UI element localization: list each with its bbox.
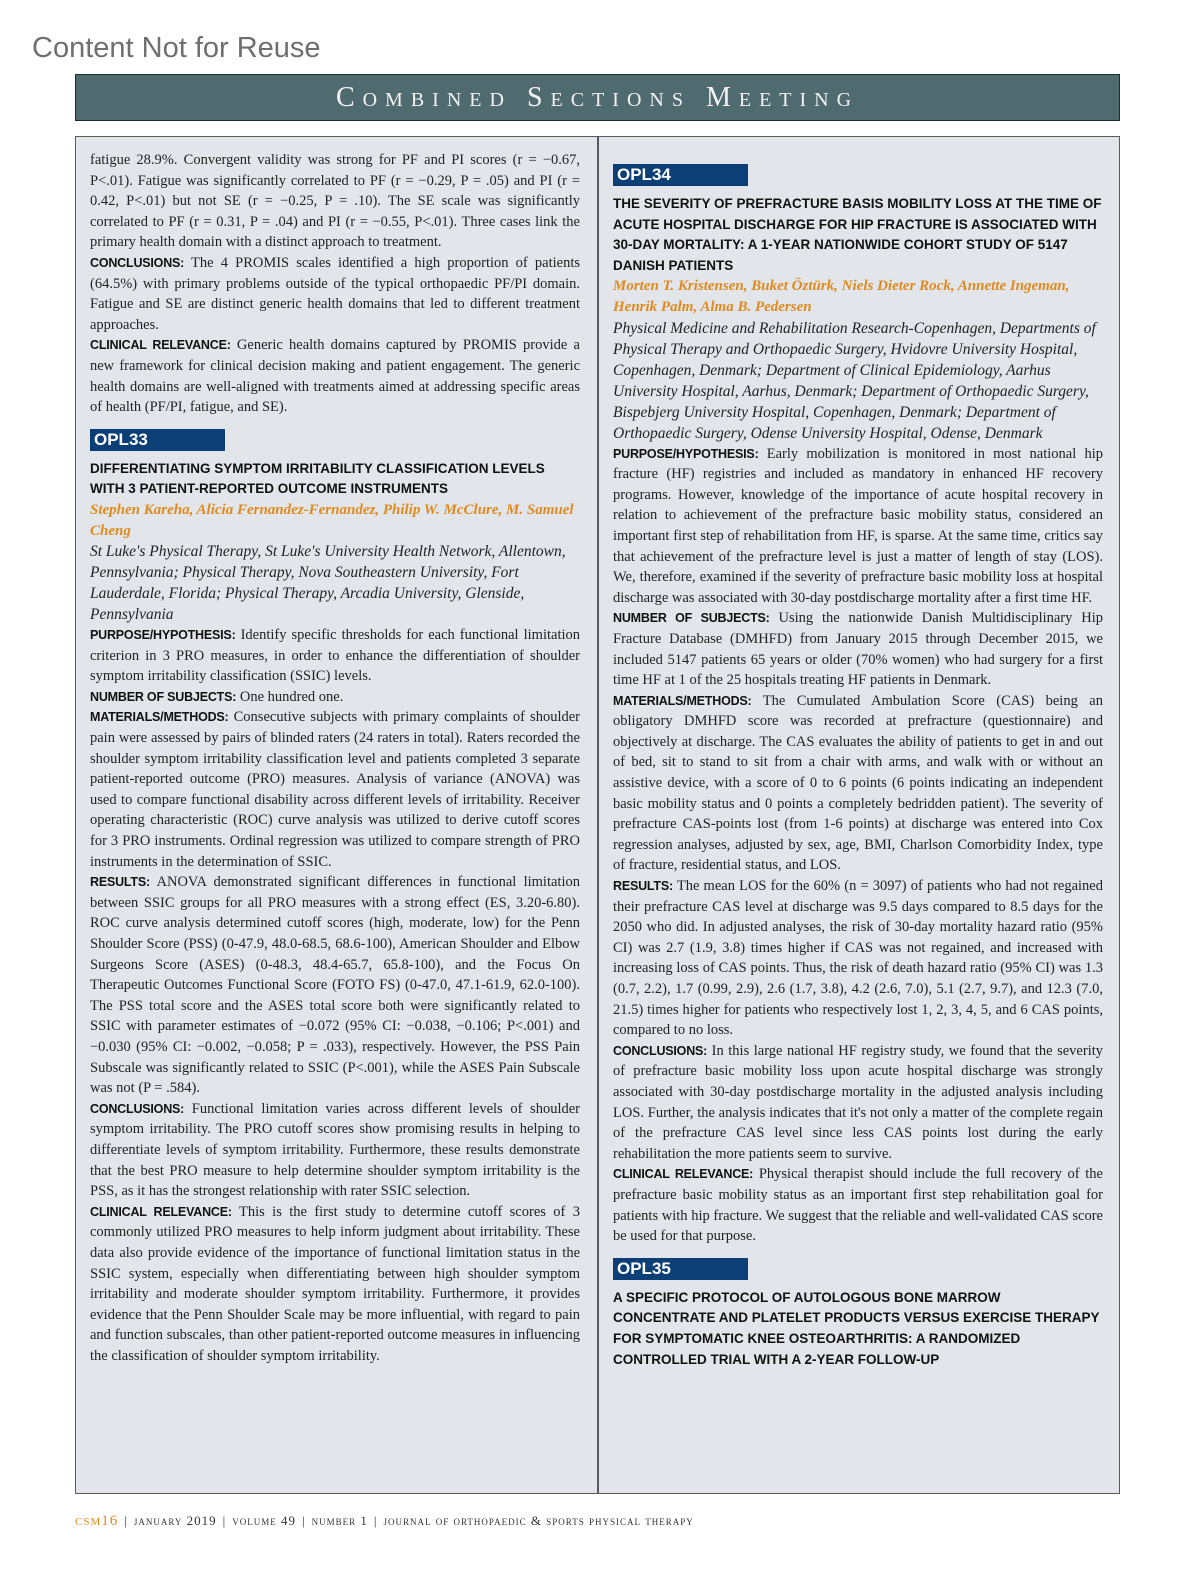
right-column xyxy=(613,164,1103,1370)
opl34-clinical: CLINICAL RELEVANCE: Physical therapist should include the full recovery of the prefracture basic mobility status as an important first step rehabilitation goal for patients with hip fracture. We suggest that the reliable and well-validated CAS score be used for that purpose. xyxy=(613,1166,1103,1245)
abstract-badge-opl33: OPL33 xyxy=(90,429,225,451)
prior-abstract-clinical: CLINICAL RELEVANCE: Generic health domains captured by PROMIS provide a new framework for clinical decision making and patient engagement. The generic health domains are well-aligned with treatments aimed at addressing specific areas of health (PF/PI, fatigue, and SE). xyxy=(90,337,580,416)
abstract-authors-opl33: Stephen Kareha, Alicia Fernandez-Fernandez, Philip W. McClure, M. Samuel Cheng xyxy=(90,501,574,539)
opl33-results: RESULTS: ANOVA demonstrated significant differences in functional limitation between SSIC groups for all PRO measures with a strong effect (ES, 3.20-6.80). ROC curve analysis determined cutoff scores (high, moderate, low) for the Penn Shoulder Score (PSS) (0-47.9, 48.0-68.5, 68.6-100), American Shoulder and Elbow Surgeons Score (ASES) (0-48.3, 48.4-65.7, 65.8-100), and the Focus On Therapeutic Outcomes Functional Score (FOTO FS) (0-47.0, 47.1-61.9, 62.0-100). The PSS total score and the ASES total score both were significantly related to SSIC with parameter estimates of −0.072 (95% CI: −0.038, −0.106; P<.001) and −0.030 (95% CI: −0.002, −0.058; P = .033), respectively. However, the PSS Pain Subscale was significantly related to SSIC (P<.001), while the ASES Pain Subscale was not (P = .584). xyxy=(90,874,580,1097)
opl33-clinical: CLINICAL RELEVANCE: This is the first study to determine cutoff scores of 3 commonly utilized PRO measures to help inform judgment about irritability. These data also provide evidence of the importance of functional limitation status in the SSIC system, especially when differentiating between high shoulder symptom irritability and moderate shoulder symptom irritability. Furthermore, it provides evidence that the Penn Shoulder Scale may be more influential, with regard to pain and function subscales, than other patient-reported outcome measures in influencing the classification of shoulder symptom irritability. xyxy=(90,1203,580,1364)
abstract-title-opl34: THE SEVERITY OF PREFRACTURE BASIS MOBILITY LOSS AT THE TIME OF ACUTE HOSPITAL DISCHARGE FOR HIP FRACTURE IS ASSOCIATED WITH 30-DAY MORTALITY: A 1-YEAR NATIONWIDE COHORT STUDY OF 5147 DANISH PATIENTS xyxy=(613,196,1102,273)
opl33-subjects: NUMBER OF SUBJECTS: One hundred one. xyxy=(90,688,344,705)
section-banner: Combined Sections Meeting xyxy=(75,74,1120,121)
abstract-badge-opl35: OPL35 xyxy=(613,1258,748,1280)
opl34-purpose: PURPOSE/HYPOTHESIS: Early mobilization is monitored in most national hip fracture (HF) registries and included as mandatory in enhanced HF recovery programs. However, knowledge of the importance of acute hospital recovery in relation to achievement of the prefracture basic mobility status, considered an important first step of rehabilitation from HF, is sparse. At the same time, critics say that achievement of the prefracture level is just a matter of length of stay (LOS). We, therefore, examined if the severity of prefracture basic mobility loss at hospital discharge was associated with 30-day postdischarge mortality after a first time HF. xyxy=(613,445,1103,606)
opl34-methods: MATERIALS/METHODS: The Cumulated Ambulation Score (CAS) being an obligatory DMHFD score was recorded at prefracture (questionnaire) and objectively at discharge. The CAS evaluates the ability of patients to get in and out of bed, sit to stand to sit from a chair with arms, and walk with or without an assistive device, with a score of 0 to 6 points (6 points indicating an independent basic mobility status and 0 points a completely bedridden patient). The severity of prefracture CAS-points lost (from 1-6 points) at discharge was entered into Cox regression analyses, adjusted by sex, age, BMI, Charlson Comorbidity Index, type of fracture, residential status, and LOS. xyxy=(613,692,1103,874)
opl34-results: RESULTS: The mean LOS for the 60% (n = 3097) of patients who had not regained their prefracture CAS level at discharge was 9.5 days compared to 8.5 days for the 2050 who did. In adjusted analyses, the risk of 30-day mortality hazard ratio (95% CI) was 2.7 (1.9, 3.8) times higher if CAS was not regained, and increased with increasing loss of CAS points. Thus, the risk of death hazard ratio (95% CI) was 1.3 (0.7, 2.2), 1.7 (0.99, 2.9), 2.6 (1.7, 3.8), 4.2 (2.6, 7.0), 5.1 (2.7, 9.7), and 12.3 (7.0, 21.5) times higher for patients who respectively lost 1, 2, 3, 4, 5, and 6 CAS points, compared to no loss. xyxy=(613,878,1103,1039)
prior-abstract-conclusions: CONCLUSIONS: The 4 PROMIS scales identified a high proportion of patients (64.5%) with primary problems outside of the typical orthopaedic PF/PI domain. Fatigue and SE are distinct generic health domains that led to different treatment approaches. xyxy=(90,254,580,333)
opl34-subjects: NUMBER OF SUBJECTS: Using the nationwide Danish Multidisciplinary Hip Fracture Database (DMHFD) from January 2015 through December 2015, we included 5147 patients 65 years or older (70% women) who had surgery for a first time HF at 1 of the 25 hospitals treating HF patients in Denmark. xyxy=(613,610,1103,689)
opl33-conclusions: CONCLUSIONS: Functional limitation varies across different levels of shoulder symptom irritability. The PRO cutoff scores show promising results in helping to differentiate levels of symptom irritability. Furthermore, these results demonstrate that the best PRO measure to help determine shoulder symptom irritability is the PSS, as it has the strongest relationship with rater SSIC selection. xyxy=(90,1100,580,1200)
page-number: csm16 xyxy=(75,1513,119,1529)
volume: volume 49 xyxy=(232,1513,296,1528)
watermark: Content Not for Reuse xyxy=(32,32,321,64)
abstract-affiliation-opl33: St Luke's Physical Therapy, St Luke's University Health Network, Allentown, Pennsylvania; Physical Therapy, Nova Southeastern University, Fort Lauderdale, Florida; Physical Therapy, Arcadia University, Glenside, Pennsylvania xyxy=(90,543,566,624)
abstract-badge-opl34: OPL34 xyxy=(613,164,748,186)
opl33-purpose: PURPOSE/HYPOTHESIS: Identify specific thresholds for each functional limitation criterion in 3 PRO measures, in order to enhance the differentiation of shoulder symptom irritability classification (SSIC) levels. xyxy=(90,627,580,685)
abstract-affiliation-opl34: Physical Medicine and Rehabilitation Research-Copenhagen, Departments of Physical Therapy and Orthopaedic Surgery, Hvidovre University Hospital, Copenhagen, Denmark; Department of Clinical Epidemiology, Aarhus University Hospital, Aarhus, Denmark; Department of Orthopaedic Surgery, Bispebjerg University Hospital, Copenhagen, Denmark; Department of Orthopaedic Surgery, Odense University Hospital, Odense, Denmark xyxy=(613,319,1096,442)
left-column xyxy=(90,150,580,1366)
abstract-authors-opl34: Morten T. Kristensen, Buket Öztürk, Niels Dieter Rock, Annette Ingeman, Henrik Palm, Alma B. Pedersen xyxy=(613,278,1070,315)
opl33-methods: MATERIALS/METHODS: Consecutive subjects with primary complaints of shoulder pain were assessed by pairs of blinded raters (24 raters in total). Raters recorded the shoulder symptom irritability classification level and patients completed 3 separate patient-reported outcome (PRO) measures. Analysis of variance (ANOVA) was used to compare functional disability across different levels of irritability. Receiver operating characteristic (ROC) curve analysis was utilized to derive cutoff scores for 3 PRO instruments. Ordinal regression was utilized to compare strength of PRO instruments in the determination of SSIC. xyxy=(90,709,580,870)
journal-name: journal of orthopaedic & sports physical therapy xyxy=(383,1513,694,1528)
abstract-title-opl35: A SPECIFIC PROTOCOL OF AUTOLOGOUS BONE MARROW CONCENTRATE AND PLATELET PRODUCTS VERSUS EXERCISE THERAPY FOR SYMPTOMATIC KNEE OSTEOARTHRITIS: A RANDOMIZED CONTROLLED TRIAL WITH A 2-YEAR FOLLOW-UP xyxy=(613,1289,1100,1367)
page-footer: csm16 | january 2019 | volume 49 | number 1 | journal of orthopaedic & sports physical therapy xyxy=(75,1513,694,1529)
issue-number: number 1 xyxy=(311,1513,368,1528)
issue-date: january 2019 xyxy=(133,1513,217,1528)
column-divider xyxy=(597,137,599,1493)
opl34-conclusions: CONCLUSIONS: In this large national HF registry study, we found that the severity of prefracture basic mobility loss upon acute hospital discharge was strongly associated with 30-day postdischarge mortality in the adjusted analysis including LOS. Further, the analysis indicates that it's not only a matter of the complete regain of the prefracture CAS level since less CAS points lost during the early rehabilitation the more patients seem to survive. xyxy=(613,1042,1103,1162)
prior-abstract-results: fatigue 28.9%. Convergent validity was strong for PF and PI scores (r = −0.67, P<.01). Fatigue was significantly correlated to PF (r = −0.29, P = .05) and PI (r = 0.42, P<.01) but not SE (r = −0.25, P = .10). The SE scale was significantly correlated to PF (r = 0.31, P = .04) and PI (r = −0.55, P<.01). Three cases link the primary health domain with a distinct approach to treatment. xyxy=(90,152,580,251)
abstract-title-opl33: DIFFERENTIATING SYMPTOM IRRITABILITY CLASSIFICATION LEVELS WITH 3 PATIENT-REPORTED OUTCOME INSTRUMENTS xyxy=(90,460,545,497)
